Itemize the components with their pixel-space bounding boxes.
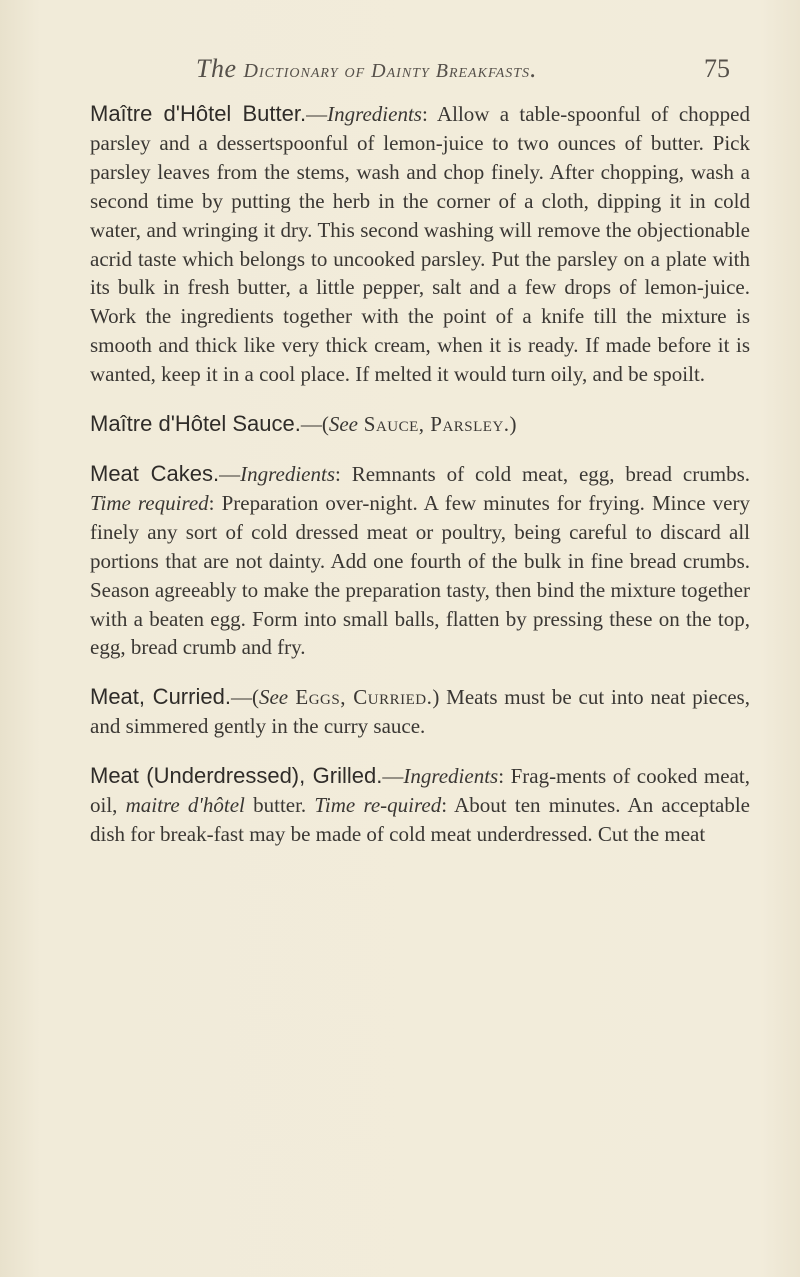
entry-meat-curried [90, 683, 750, 741]
entry-heading: Meat (Underdressed), Grilled. [90, 763, 383, 789]
entry-text: Frag-ments of cooked meat, oil, [90, 764, 750, 818]
ingredients-label: Ingredients [240, 461, 335, 486]
paren-open: ( [251, 685, 259, 710]
colon: : [498, 764, 505, 789]
paren-close: ) [509, 412, 517, 437]
title-part: The [196, 54, 244, 83]
ingredients-label: Ingredients [403, 764, 499, 789]
entry-text: Remnants of cold meat, egg, bread crumbs. [340, 461, 750, 486]
title-part: Dainty [371, 60, 430, 82]
cross-reference: Eggs, Curried. [288, 685, 433, 710]
entry-meat-underdressed-grilled [90, 762, 750, 849]
entry-maitre-dhotel-butter [90, 100, 750, 389]
entry-text: Allow a table-spoonful of chopped parsley and a dessertspoonful of lemon-juice to two ounces of butter. Pick parsley leaves from the stems, wash and chop finely. After chopping, wash a second time by putting the herb in the corner of a cloth, dipping it in cold water, and wringing it dry. This second washing will remove the objectionable acrid taste which belongs to uncooked parsley. Put the parsley on a plate with its bulk in fresh butter, a little pepper, salt and a few drops of lemon-juice. Work the ingredients together with the point of a knife till the mixture is smooth and thick like very thick cream, when it is ready. If made before it is wanted, keep it in a cool place. If melted it would turn oily, and be spoilt. [90, 102, 750, 387]
dash: — [230, 685, 252, 710]
entry-heading: Maître d'Hôtel Butter. [90, 101, 307, 126]
running-title [196, 54, 537, 84]
see-label: See [328, 412, 359, 437]
entry-text: About ten minutes. An acceptable dish for break-fast may be made of cold meat underdressed. Cut the meat [90, 793, 751, 846]
entry-heading: Meat Cakes. [90, 460, 220, 486]
dash: — [306, 102, 328, 126]
time-required-label: Time required [90, 490, 209, 515]
title-part: . [530, 54, 538, 83]
see-label: See [258, 685, 289, 710]
title-part: Breakfasts [429, 60, 531, 82]
entry-heading: Maître d'Hôtel Sauce. [90, 411, 301, 437]
entry-maitre-dhotel-sauce [90, 410, 750, 439]
colon: : [208, 490, 215, 515]
entry-text: Meats must be cut into neat pieces, and simmered gently in the curry sauce. [90, 685, 750, 739]
page-body [90, 100, 750, 870]
dash: — [300, 412, 322, 437]
colon: : [421, 102, 428, 126]
italic-term: maitre d'hôtel [125, 793, 245, 818]
entry-text: Preparation over-night. A few minutes for frying. Mince very finely any sort of cold dressed meat or poultry, being careful to discard all portions that are not dainty. Add one fourth of the bulk in fine bread crumbs. Season agreeably to make the preparation tasty, then bind the mixture together with a beaten egg. Form into small balls, flatten by pressing these on the top, egg, bread crumb and fry. [90, 490, 750, 660]
title-part: of [338, 60, 372, 82]
time-required-label: Time re-quired [314, 793, 442, 818]
entry-text: butter. [244, 793, 315, 818]
entry-heading: Meat, Curried. [90, 684, 231, 710]
colon: : [441, 793, 448, 818]
title-part: Dictionary [243, 60, 339, 82]
page-number: 75 [704, 54, 730, 83]
paren-open: ( [321, 412, 329, 437]
running-header [0, 52, 800, 92]
ingredients-label: Ingredients [327, 102, 422, 126]
paren-close: ) [432, 685, 440, 710]
cross-reference: Sauce, Parsley. [358, 412, 510, 437]
dash: — [382, 764, 404, 789]
colon: : [335, 461, 341, 486]
dash: — [219, 461, 241, 486]
entry-meat-cakes [90, 460, 750, 662]
